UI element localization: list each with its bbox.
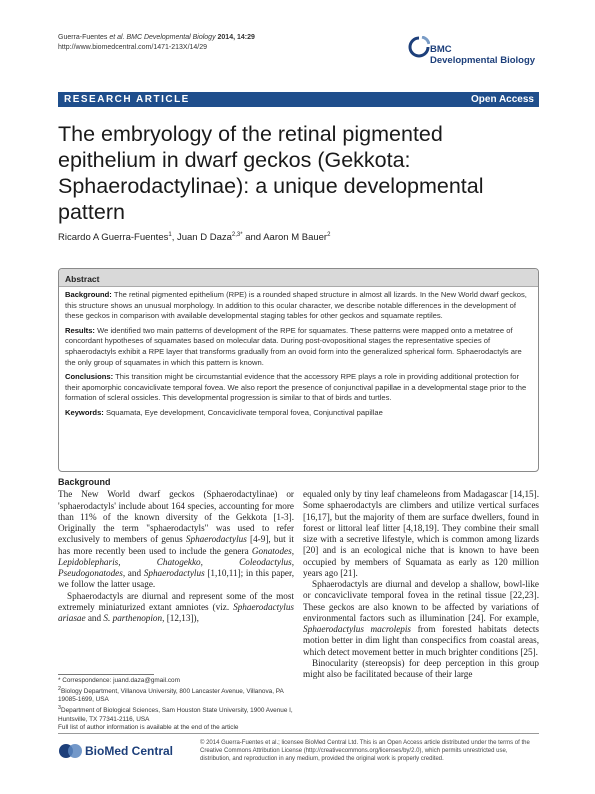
citation-volume: 2014, 14:29 (215, 34, 255, 41)
abstract-results (65, 326, 532, 368)
article-type-banner (58, 92, 539, 107)
footer-divider (58, 733, 539, 734)
body-text: Sphaerodactyls are diurnal and develop a shallow, bowl-like or concaviclivate temporal fovea in the retinal tissue [22,23]. These geckos are also known to be affected by variations of environmental factors such as illumination [24]. For example, (303, 579, 539, 623)
abstract-background-text: The retinal pigmented epithelium (RPE) is a rounded shaped structure in almost all lizards. In the New World dwarf geckos, this structure shows an unusual morphology. In addition to this ocular character, we describe notable differences in the development of these geckos in comparison with available developmental staging tables for other geckos and squamate reptiles. (65, 290, 527, 321)
abstract-background-label: Background: (65, 290, 112, 299)
abstract-keywords-label: Keywords: (65, 407, 104, 417)
footnote-divider (58, 674, 154, 675)
body-text: and (85, 613, 104, 623)
abstract-conclusions-text: This transition might be circumstantial evidence that the accessory RPE plays a role in providing additional protection for their apomorphic concaviclivate temporal fovea. We also report the presence of conjunctival papillae in a developmental stage prior to the formation of scleral ossicles. This developmental progression is similar to that of birds and turtles. (65, 372, 527, 403)
body-text: The New World dwarf geckos (Sphaerodactylinae) or 'sphaerodactyls' include about 164 species, accounting for more than 11% of the known diversity of the Gekkota [1-3]. Originally the term "sphaerodactyls" was used to refer exclusively to members of genus (58, 489, 294, 545)
body-text: Sphaerodactyls are diurnal and represent some of the most extremely miniaturized extant amniotes (viz. (58, 590, 294, 612)
journal-logo-icon (408, 36, 430, 58)
taxon-name: S. parthenopion (103, 613, 163, 623)
publisher-logo (58, 740, 178, 762)
journal-logo-text (430, 45, 535, 66)
author-separator: , (171, 232, 177, 244)
body-paragraph: Binocularity (stereopsis) for deep perception in this group might also be facilitated because of their large (303, 657, 539, 679)
abstract-box (58, 268, 539, 472)
taxon-name: Sphaerodactylus (185, 534, 247, 545)
abstract-conclusions-label: Conclusions: (65, 372, 114, 382)
body-text: [4-9], but it has more recently been used to include the genera (58, 534, 294, 556)
open-access-label: Open Access (471, 94, 534, 105)
abstract-heading: Abstract (59, 269, 538, 287)
correspondence-note[interactable]: * Correspondence: juand.daza@gmail.com (58, 677, 180, 684)
publisher-logo-text: BioMed Central (85, 744, 174, 758)
author-affiliation-sup: 2,3* (231, 232, 243, 238)
taxon-name: Sphaerodactylus (143, 568, 205, 578)
body-paragraph (58, 591, 294, 625)
affiliation-note (58, 704, 294, 723)
abstract-body (59, 287, 538, 419)
citation-journal: et al. BMC Developmental Biology (109, 34, 216, 41)
body-paragraph (58, 489, 294, 590)
section-heading-background: Background (58, 477, 111, 487)
abstract-results-label: Results: (65, 325, 95, 335)
citation-line (58, 33, 255, 43)
biomed-central-logo-icon (58, 741, 84, 761)
article-url[interactable]: http://www.biomedcentral.com/1471-213X/14/29 (58, 43, 208, 51)
author-name[interactable]: Aaron M Bauer (263, 232, 328, 244)
body-column-right (303, 489, 539, 680)
taxon-name: Gonatodes, Lepidoblepharis, Chatogekko, Coleodactylus, Pseudogonatodes, (58, 545, 294, 578)
affiliation-text: Department of Biological Sciences, Sam Houston State University, 1900 Avenue I, Huntsville, TX 77341-2116, USA (58, 707, 293, 723)
abstract-conclusions (65, 372, 532, 404)
body-column-left (58, 477, 294, 624)
license-text: © 2014 Guerra-Fuentes et al.; licensee BioMed Central Ltd. This is an Open Access article distributed under the terms of the Creative Commons Attribution License (http://creativecommons.org/licenses/by/2.0), which permits unrestricted use, distribution, and reproduction in any medium, provided the original work is properly credited. (200, 740, 530, 762)
author-info-note: Full list of author information is available at the end of the article (58, 723, 239, 731)
body-text: and (125, 568, 144, 578)
taxon-name: Sphaerodactylus macrolepis (303, 624, 411, 634)
citation-header (58, 33, 255, 52)
author-affiliation-sup: 2 (327, 232, 331, 238)
author-separator: and (242, 232, 264, 244)
abstract-results-text: We identified two main patterns of development of the RPE for squamates. These patterns were mapped onto a metatree of concordant hypotheses of squamates based on molecular data. During post-ovopositional stages the representative species of sphaerodactyls exhibit a RPE layer that transforms gradually from an ovoid form into the generalized spherical form. Sphaerodactyls are the only group of squamates in which this pattern is known. (65, 325, 522, 367)
body-paragraph (303, 579, 539, 658)
abstract-keywords-text: Squamata, Eye development, Concaviclivate temporal fovea, Conjunctival papillae (103, 407, 383, 417)
article-type-label: RESEARCH ARTICLE (64, 94, 190, 105)
author-name[interactable]: Juan D Daza (176, 232, 232, 244)
journal-logo-line1: BMC (430, 44, 452, 55)
body-text: [1,10,11]; in this paper, we follow the latter usage. (58, 568, 294, 590)
citation-authors: Guerra-Fuentes (58, 34, 110, 41)
author-affiliation-sup: 1 (168, 232, 172, 238)
journal-logo (408, 30, 540, 78)
abstract-background (65, 290, 532, 322)
footnotes (58, 677, 294, 732)
author-list (58, 232, 330, 243)
body-paragraph: equaled only by tiny leaf chameleons from Madagascar [14,15]. Some sphaerodactyls are climbers and utilize vertical surfaces [16,17], but the majority of them are surface dwellers, found in forest or littoral leaf litter [4,18,19]. They combine their small size with a secretive lifestyle, which is common among lizards [20] and is an ecological niche that is known to have been occupied by members of Squamata as early as 120 million years ago [21]. (303, 489, 539, 578)
journal-logo-line2: Developmental Biology (430, 54, 536, 66)
abstract-keywords (65, 408, 532, 419)
affiliation-text: Biology Department, Villanova University, 800 Lancaster Avenue, Villanova, PA 19085-1699, USA (58, 688, 284, 704)
affiliation-note (58, 685, 294, 704)
affiliation-sup: 2 (58, 686, 61, 693)
body-text: from forested habitats detects motion better in dim light than conspecifics from coastal areas, which detect movement better in much brighter conditions [25]. (303, 624, 539, 657)
body-text: , [12,13]), (162, 613, 199, 623)
affiliation-sup: 3 (58, 705, 61, 712)
taxon-name: Sphaerodactylus ariasae (58, 601, 294, 623)
author-name[interactable]: Ricardo A Guerra-Fuentes (58, 232, 169, 244)
article-title: The embryology of the retinal pigmented epithelium in dwarf geckos (Gekkota: Sphaerodactylinae): a unique developmental pattern (58, 122, 484, 224)
